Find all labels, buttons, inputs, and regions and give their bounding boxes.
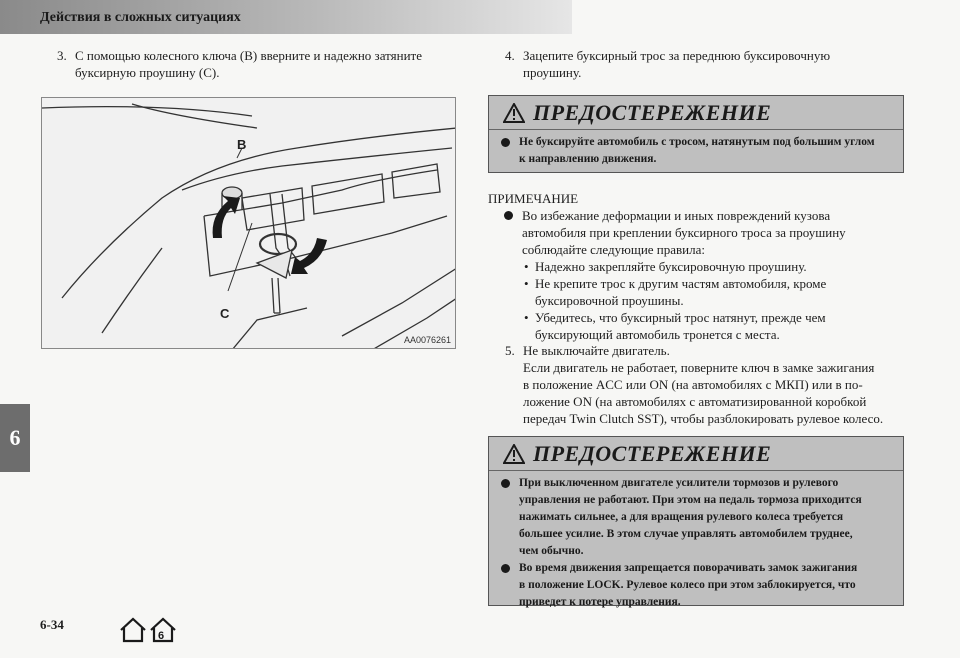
step-5 [505,342,925,427]
step-text-line: Зацепите буксирный трос за переднюю буксировочную [523,48,831,63]
step-number: 5. [505,343,515,358]
step-text-line: Если двигатель не работает, поверните ключ в замке зажигания [523,360,875,375]
step-number: 3. [57,48,67,63]
warning-line: управления не работают. При этом на педаль тормоза приходится [519,494,862,506]
warning-line: При выключенном двигателе усилители тормозов и рулевого [519,477,839,489]
nav-icons [118,616,180,649]
warning-line: приведет к потере управления. [519,596,681,608]
label-b: B [237,137,247,152]
figure-code: AA0076261 [403,335,451,345]
warning-line: в положение LOCK. Рулевое колесо при этом заблокируется, что [519,579,856,591]
bullet-icon [504,211,513,220]
step-text-line: буксирную проушину (C). [75,65,220,80]
home-icon[interactable] [121,619,145,641]
warning-box [488,95,904,173]
note-line: соблюдайте следующие правила: [522,242,706,257]
note-subitem [488,275,908,309]
step-text-line: ложение ON (на автомобилях с автоматизированной коробкой [523,394,867,409]
note-line: автомобиля при креплении буксирного троса за проушину [522,225,846,240]
step-text-line: С помощью колесного ключа (B) вверните и надежно затяните [75,48,422,63]
note-subitem [488,258,908,275]
warning-title-text: ПРЕДОСТЕРЕЖЕНИЕ [533,440,772,466]
warning-title [489,437,903,471]
index-icon-label: 6 [158,630,165,642]
warning-item [497,475,895,560]
index-icon[interactable] [151,619,175,642]
warning-line: к направлению движения. [519,153,657,165]
warning-line: большее усилие. В этом случае управлять автомобилем труднее, [519,528,853,540]
warning-title [489,96,903,130]
step-number: 4. [505,48,515,63]
small-bullet-icon: • [524,310,529,325]
note-item [488,207,908,258]
small-bullet-icon: • [524,259,529,274]
warning-triangle-icon [503,444,525,464]
warning-line: чем обычно. [519,545,584,557]
warning-line: Не буксируйте автомобиль с тросом, натянутым под большим углом [519,136,875,148]
warning-box [488,436,904,606]
chapter-tab[interactable]: 6 [0,404,30,472]
bullet-icon [501,479,510,488]
note-line: буксирующий автомобиль тронется с места. [535,327,780,342]
warning-triangle-icon [503,103,525,123]
note-line: Не крепите трос к другим частям автомобиля, кроме [535,276,827,291]
note-line: буксировочной проушины. [535,293,684,308]
step-text-line: проушину. [523,65,582,80]
note-line: Во избежание деформации и иных повреждений кузова [522,208,831,223]
step-text-line: передач Twin Clutch SST), чтобы разблокировать рулевое колесо. [523,411,884,426]
note-line: Убедитесь, что буксирный трос натянут, прежде чем [535,310,826,325]
section-title: Действия в сложных ситуациях [40,10,241,25]
warning-line: Во время движения запрещается поворачивать замок зажигания [519,562,858,574]
step-4 [505,47,915,81]
bullet-icon [501,138,510,147]
small-bullet-icon: • [524,276,529,291]
page-number: 6-34 [40,617,64,632]
nav-icons-svg [118,616,180,644]
note-subitem [488,309,908,343]
note-heading: ПРИМЕЧАНИЕ [488,191,579,206]
step-3 [57,47,467,81]
warning-title-text: ПРЕДОСТЕРЕЖЕНИЕ [533,99,772,125]
note-line: Надежно закрепляйте буксировочную проушину. [535,259,807,274]
illustration-drawing [42,98,456,349]
label-c: C [220,306,230,321]
step-text-line: в положение ACC или ON (на автомобилях с МКП) или в по- [523,377,863,392]
warning-item [497,560,895,611]
bullet-icon [501,564,510,573]
warning-item [497,134,895,168]
note-section [488,190,908,343]
step-text-line: Не выключайте двигатель. [523,343,670,358]
tow-hook-illustration [41,97,456,349]
warning-line: нажимать сильнее, а для вращения рулевого колеса требуется [519,511,844,523]
